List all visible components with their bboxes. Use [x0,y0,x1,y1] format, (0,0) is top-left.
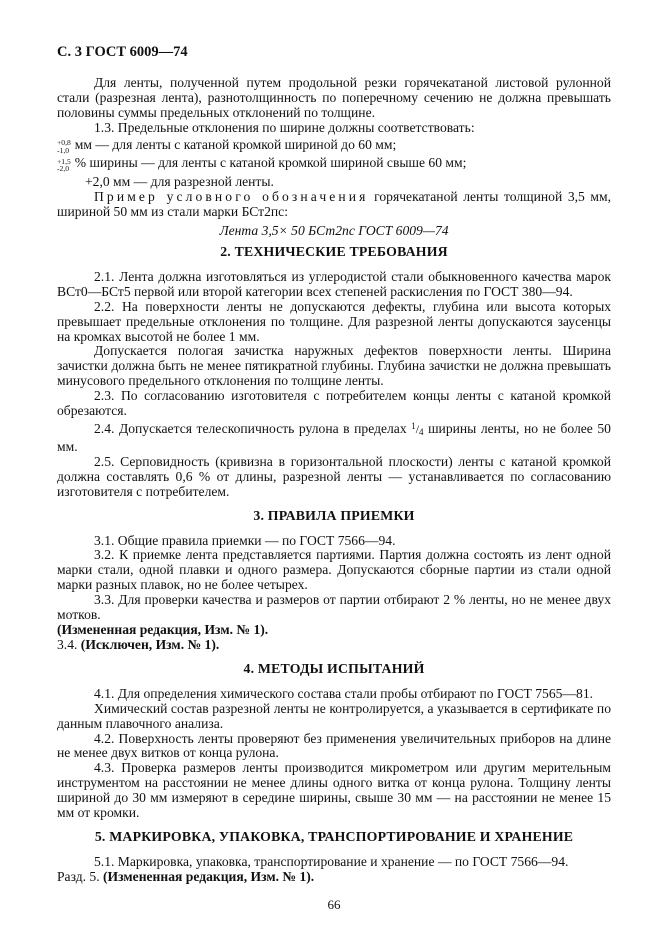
fraction-slash: / [415,422,420,436]
section-2-heading: 2. ТЕХНИЧЕСКИЕ ТРЕБОВАНИЯ [220,243,448,259]
tolerance-text-1: мм — для ленты с катаной кромкой шириной до 60 мм; [74,136,397,152]
clause-2-4-text-after: ширины ленты, но не более 50 мм. [57,421,611,454]
clause-3-2: 3.2. К приемке лента представляется партиями. Партия должна состоять из лент одной марки стали, одной плавки и одного размера. Допускаются сборные партии из стали одной марки разных плавок, но не более четырех. [57,547,611,593]
clause-3-4 [57,638,611,653]
clause-2-4 [57,419,611,455]
tolerance-minus-value: -2,0 [57,164,70,174]
tolerance-plus-value: +0,8 [57,137,71,147]
tolerance-line-3: +2,0 мм — для разрезной ленты. [85,174,274,190]
section-5-amendment-note: (Измененная редакция, Изм. № 1). [103,868,315,884]
clause-4-1-chemistry: Химический состав разрезной ленты не контролируется, а указывается в сертификате по данным плавочного анализа. [57,700,611,731]
clause-3-4-number: 3.4. [57,636,81,652]
clause-2-2: 2.2. На поверхности ленты не допускаются дефекты, глубина или высота которых превышает предельные отклонения по толщине. Для разрезной ленты допускаются заусенцы на кромках высотой не более 1 мм. [57,298,611,344]
section-5-heading: 5. МАРКИРОВКА, УПАКОВКА, ТРАНСПОРТИРОВАНИЕ И ХРАНЕНИЕ [94,828,574,844]
tolerance-minus-value: -1,0 [57,145,70,155]
clause-2-5: 2.5. Серповидность (кривизна в горизонтальной плоскости) ленты с катаной кромкой должна составлять 0,6 % от длины, разрезной ленты — устанавливается по согласованию изготовителя с потребителем. [57,453,611,499]
page-header: С. 3 ГОСТ 6009—74 [57,44,188,60]
clause-4-3: 4.3. Проверка размеров ленты производится микрометром или другим мерительным инструментом на расстоянии не менее длины одного витка от конца рулона. Толщину ленты шириной до 30 мм измеряют в середине ширины, свыше 30 мм — на расстоянии не менее 15 мм от кромки. [57,760,611,821]
clause-3-1: 3.1. Общие правила приемки — по ГОСТ 7566—94. [94,532,396,548]
tolerance-stack-2 [57,158,71,174]
clause-3-4-note: (Исключен, Изм. № 1). [80,636,220,652]
clause-4-1: 4.1. Для определения химического состава стали пробы отбирают по ГОСТ 7565—81. [94,685,594,701]
designation-line: Лента 3,5× 50 БСт2пс ГОСТ 6009—74 [219,223,449,239]
tolerance-text-2: % ширины — для ленты с катаной кромкой шириной свыше 60 мм; [74,155,467,171]
section-5-amendment [57,870,611,885]
clause-4-2: 4.2. Поверхность ленты проверяют без применения увеличительных приборов на длине не менее двух витков от конца рулона. [57,730,611,761]
tolerance-plus-value: +1,5 [57,156,71,166]
fraction-numerator: 1 [411,421,416,431]
clause-5-1: 5.1. Маркировка, упаковка, транспортирование и хранение — по ГОСТ 7566—94. [94,853,569,869]
document-content [57,45,611,913]
clause-2-3: 2.3. По согласованию изготовителя с потребителем концы ленты с катаной кромкой обрезаются. [57,388,611,419]
fraction-denominator: 4 [419,427,424,437]
clause-2-2-note: Допускается пологая зачистка наружных дефектов поверхности ленты. Ширина зачистки должна быть не менее пятикратной глубины. Глубина зачистки не должна превышать минусового предельного отклонения по толщине ленты. [57,343,611,389]
page-number: 66 [327,896,341,912]
clause-3-3: 3.3. Для проверки качества и размеров от партии отбирают 2 % ленты, но не менее двух мотков. [57,592,611,623]
amendment-note-3-3: (Измененная редакция, Изм. № 1). [57,621,269,637]
tolerance-line-2 [57,154,611,173]
clause-2-1: 2.1. Лента должна изготовляться из углеродистой стали обыкновенного качества марок ВСт0—БСт5 первой или второй категории всех степеней раскисления по ГОСТ 380—94. [57,268,611,299]
tolerance-line-1 [57,136,611,155]
example-lead-in: Пример условного обозначения [94,189,369,205]
example-text: горячекатаной ленты толщиной 3,5 мм, шириной 50 мм из стали марки БСт2пс: [57,189,611,220]
section-5-amendment-label: Разд. 5. [57,868,104,884]
clause-1-3: 1.3. Предельные отклонения по ширине должны соответствовать: [94,119,475,135]
tolerance-stack-1 [57,139,71,155]
example-paragraph [57,190,611,220]
section-3-heading: 3. ПРАВИЛА ПРИЕМКИ [253,507,415,523]
section-4-heading: 4. МЕТОДЫ ИСПЫТАНИЙ [243,660,425,676]
intro-paragraph: Для ленты, полученной путем продольной резки горячекатаной листовой рулонной стали (разрезная лента), разнотолщинность по поперечному сечению не должна превышать половины суммы предельных отклонений по толщине. [57,75,611,120]
clause-2-4-text: 2.4. Допускается телескопичность рулона в пределах [94,421,412,436]
